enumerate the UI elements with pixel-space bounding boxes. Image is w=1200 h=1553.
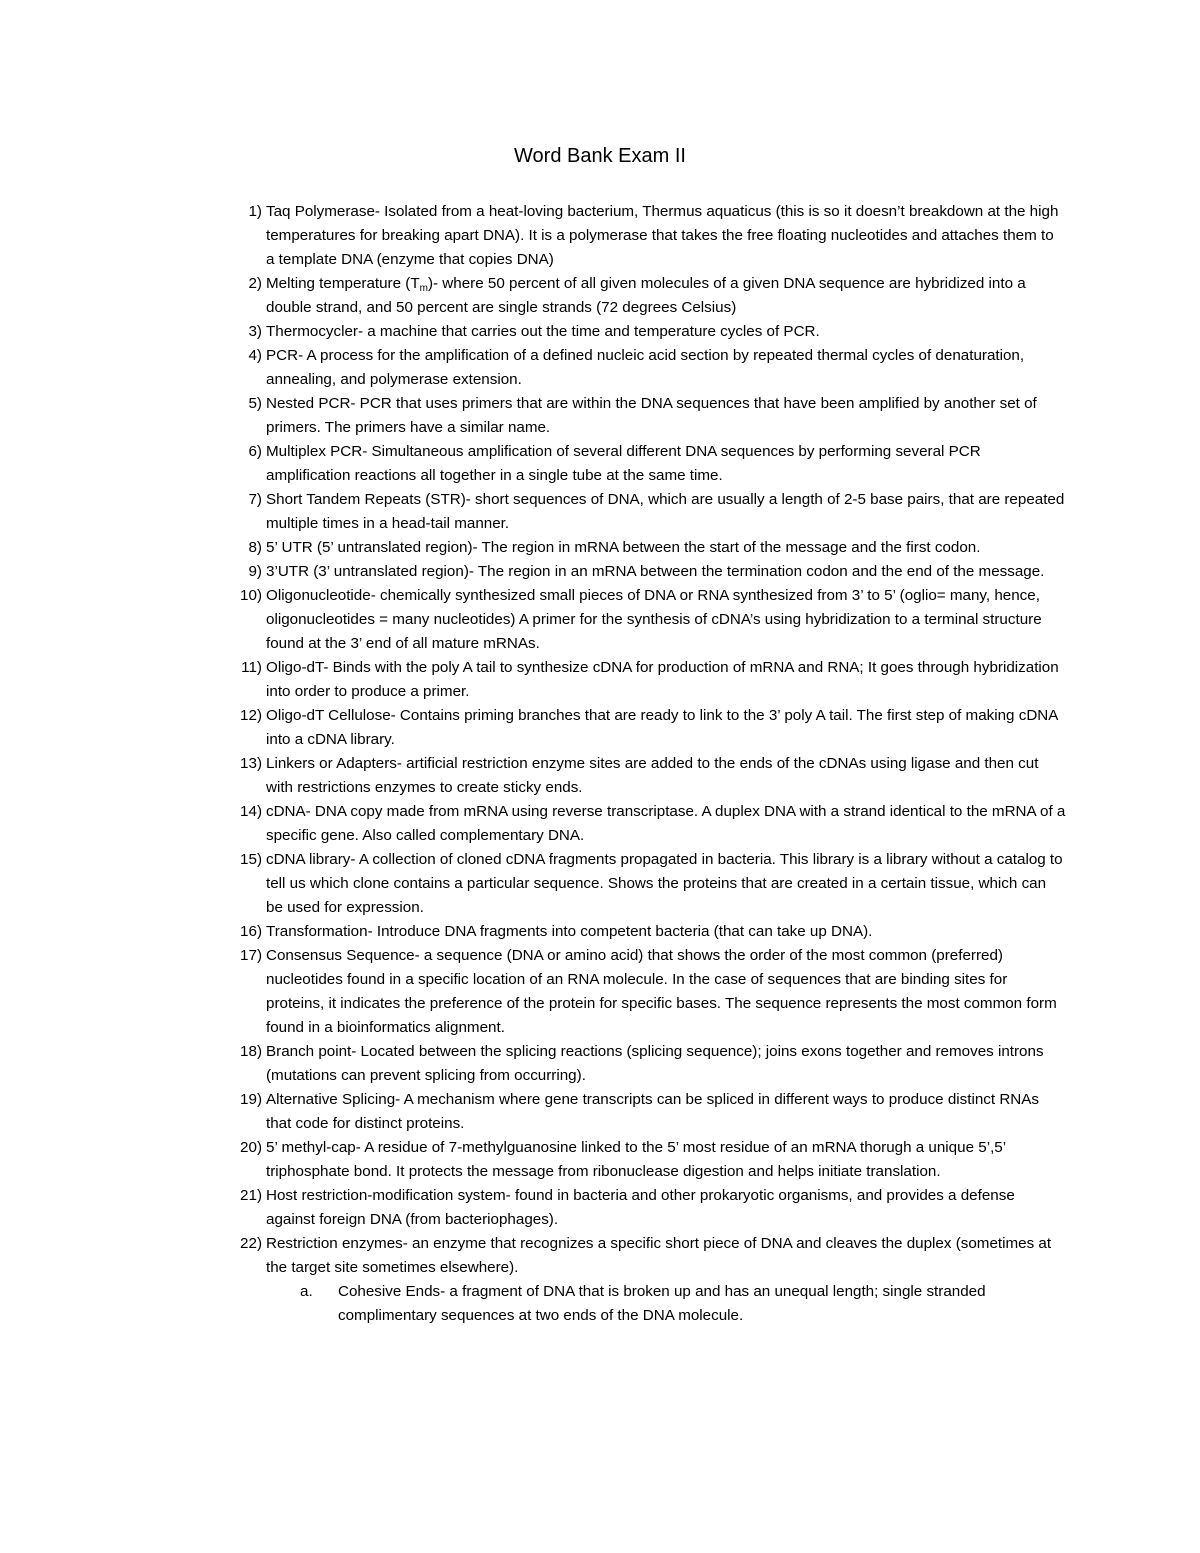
item-text: Oligo-dT Cellulose- Contains priming branches that are ready to link to the 3’ poly A tail. The first step of making cDNA into a cDNA library. (266, 707, 1058, 748)
page-title: Word Bank Exam II (514, 145, 686, 167)
item-number: 15) (240, 851, 262, 868)
item-number: 14) (240, 803, 262, 820)
list-item (226, 200, 1066, 272)
list-item (226, 848, 1066, 920)
item-text: Oligo-dT- Binds with the poly A tail to synthesize cDNA for production of mRNA and RNA; It goes through hybridization into order to produce a primer. (266, 659, 1059, 700)
list-item (226, 272, 1066, 320)
item-text: cDNA- DNA copy made from mRNA using reverse transcriptase. A duplex DNA with a strand identical to the mRNA of a specific gene. Also called complementary DNA. (266, 803, 1066, 844)
item-text: 5’ UTR (5’ untranslated region)- The region in mRNA between the start of the message and the first codon. (266, 539, 981, 556)
list-item (226, 656, 1066, 704)
item-text: cDNA library- A collection of cloned cDNA fragments propagated in bacteria. This library is a library without a catalog to tell us which clone contains a particular sequence. Shows the proteins that are created in a certain tissue, which can be used for expression. (266, 851, 1063, 916)
sub-item-text: Cohesive Ends- a fragment of DNA that is broken up and has an unequal length; single stranded complimentary sequences at two ends of the DNA molecule. (338, 1283, 986, 1324)
list-item (226, 344, 1066, 392)
item-number: 21) (240, 1187, 262, 1204)
item-text: Restriction enzymes- an enzyme that recognizes a specific short piece of DNA and cleaves the duplex (sometimes at the target site sometimes elsewhere). (266, 1235, 1052, 1276)
item-text: Branch point- Located between the splicing reactions (splicing sequence); joins exons together and removes introns (mutations can prevent splicing from occurring). (266, 1043, 1044, 1084)
list-item (226, 1136, 1066, 1184)
item-text: Linkers or Adapters- artificial restriction enzyme sites are added to the ends of the cDNAs using ligase and then cut with restrictions enzymes to create sticky ends. (266, 755, 1039, 796)
list-item (226, 560, 1066, 584)
item-text: 5’ methyl-cap- A residue of 7-methylguanosine linked to the 5’ most residue of an mRNA thorugh a unique 5’,5’ triphosphate bond. It protects the message from ribonuclease digestion and helps initiate translation. (266, 1139, 1006, 1180)
item-number: 17) (240, 947, 262, 964)
item-text: Alternative Splicing- A mechanism where gene transcripts can be spliced in different ways to produce distinct RNAs that code for distinct proteins. (266, 1091, 1039, 1132)
list-item (226, 1088, 1066, 1136)
item-number: 13) (240, 755, 262, 772)
item-number: 22) (240, 1235, 262, 1252)
list-item (226, 1232, 1066, 1328)
list-item (226, 752, 1066, 800)
item-text: Thermocycler- a machine that carries out the time and temperature cycles of PCR. (266, 323, 820, 340)
item-text: Host restriction-modification system- found in bacteria and other prokaryotic organisms, and provides a defense against foreign DNA (from bacteriophages). (266, 1187, 1015, 1228)
item-text: 3’UTR (3’ untranslated region)- The region in an mRNA between the termination codon and the end of the message. (266, 563, 1045, 580)
item-text: PCR- A process for the amplification of a defined nucleic acid section by repeated thermal cycles of denaturation, annealing, and polymerase extension. (266, 347, 1025, 388)
item-number: 7) (248, 491, 262, 508)
item-number: 3) (248, 323, 262, 340)
list-item (226, 704, 1066, 752)
item-text: Multiplex PCR- Simultaneous amplification of several different DNA sequences by performing several PCR amplification reactions all together in a single tube at the same time. (266, 443, 981, 484)
list-item (226, 488, 1066, 536)
item-number: 16) (240, 923, 262, 940)
sub-list (266, 1280, 1066, 1328)
item-text: Nested PCR- PCR that uses primers that are within the DNA sequences that have been amplified by another set of primers. The primers have a similar name. (266, 395, 1037, 436)
list-item (226, 1040, 1066, 1088)
list-item (226, 392, 1066, 440)
item-number: 12) (240, 707, 262, 724)
item-text: Oligonucleotide- chemically synthesized small pieces of DNA or RNA synthesized from 3’ to 5’ (oglio= many, hence, oligonucleotides = many nucleotides) A primer for the synthesis of cDNA’s using hybridization to a terminal structure found at the 3’ end of all mature mRNAs. (266, 587, 1042, 652)
subscript-m: m (419, 283, 428, 294)
item-number: 20) (240, 1139, 262, 1156)
item-text: Consensus Sequence- a sequence (DNA or amino acid) that shows the order of the most common (preferred) nucleotides found in a specific location of an RNA molecule. In the case of sequences that are binding sites for proteins, it indicates the preference of the protein for specific bases. The sequence represents the most common form found in a bioinformatics alignment. (266, 947, 1057, 1036)
item-number: 11) (241, 659, 262, 676)
list-item (226, 1184, 1066, 1232)
item-number: 10) (240, 587, 262, 604)
item-text-before: Melting temperature (T (266, 275, 420, 292)
sub-item-letter: a. (300, 1283, 313, 1300)
item-number: 18) (240, 1043, 262, 1060)
item-number: 1) (248, 203, 262, 220)
item-text-after: )- where 50 percent of all given molecules of a given DNA sequence are hybridized into a double strand, and 50 percent are single strands (72 degrees Celsius) (266, 275, 1026, 316)
item-number: 4) (248, 347, 262, 364)
item-number: 8) (248, 539, 262, 556)
item-number: 19) (240, 1091, 262, 1108)
sub-list-item (266, 1280, 1066, 1328)
item-number: 2) (248, 275, 262, 292)
item-number: 6) (248, 443, 262, 460)
item-text (266, 275, 1026, 316)
item-text: Transformation- Introduce DNA fragments into competent bacteria (that can take up DNA). (266, 923, 873, 940)
list-item (226, 800, 1066, 848)
list-item (226, 944, 1066, 1040)
list-item (226, 536, 1066, 560)
list-item (226, 584, 1066, 656)
item-number: 5) (248, 395, 262, 412)
item-text: Taq Polymerase- Isolated from a heat-loving bacterium, Thermus aquaticus (this is so it doesn’t breakdown at the high temperatures for breaking apart DNA). It is a polymerase that takes the free floating nucleotides and attaches them to a template DNA (enzyme that copies DNA) (266, 203, 1059, 268)
item-text: Short Tandem Repeats (STR)- short sequences of DNA, which are usually a length of 2-5 base pairs, that are repeated multiple times in a head-tail manner. (266, 491, 1065, 532)
word-bank-list (226, 200, 1066, 1328)
list-item (226, 440, 1066, 488)
list-item (226, 320, 1066, 344)
item-number: 9) (248, 563, 262, 580)
list-item (226, 920, 1066, 944)
